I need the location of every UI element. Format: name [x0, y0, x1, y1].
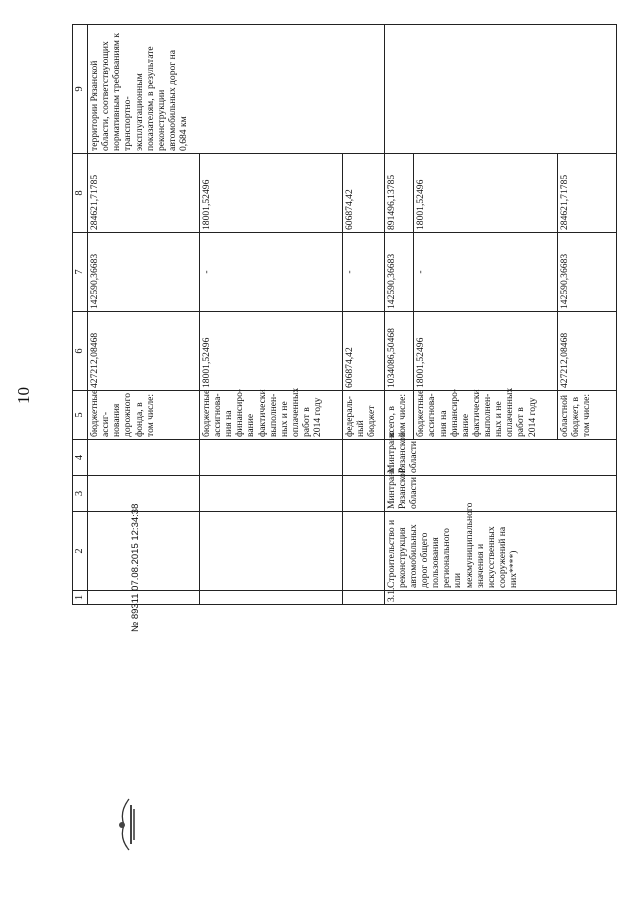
- table-cell: [384, 25, 616, 154]
- item-name: Строительство и реконструкция автомобильных дорог общего пользования регионального или межмуниципального значения и искусственных сооружений на них****): [384, 512, 616, 591]
- amount-2015: 142590,36683: [384, 233, 414, 312]
- amount-total: 18001,52496: [414, 312, 557, 391]
- header-cell: 5: [73, 391, 88, 440]
- table-cell: [88, 476, 200, 512]
- responsible-executor: Минтранс Рязанской области: [384, 476, 616, 512]
- amount-2016: 891496,13785: [384, 154, 414, 233]
- amount-total: 427212,08468: [557, 312, 616, 391]
- amount-2016: 18001,52496: [199, 154, 342, 233]
- page-number: 10: [14, 387, 33, 404]
- table-cell: [199, 512, 342, 591]
- table-cell: [199, 591, 342, 605]
- funding-manager: Минтранс Рязанской области: [384, 440, 616, 476]
- header-row: [73, 25, 88, 605]
- header-cell: 9: [73, 25, 88, 154]
- table-cell: [343, 591, 385, 605]
- header-cell: 7: [73, 233, 88, 312]
- table-cell: [88, 440, 200, 476]
- amount-2016: 284621,71785: [88, 154, 200, 233]
- table-cell: [88, 591, 200, 605]
- amount-total: 606874,42: [343, 312, 385, 391]
- item-number: 3.1.: [384, 591, 616, 605]
- funding-label: федераль- ный бюджет: [343, 391, 385, 440]
- amount-2015: 142590,36683: [557, 233, 616, 312]
- amount-2016: 606874,42: [343, 154, 385, 233]
- table-cell: [343, 476, 385, 512]
- table-cell: [88, 512, 200, 591]
- amount-2016: 284621,71785: [557, 154, 616, 233]
- funding-label: бюджетные ассиг- нования дорожного фонда, в том числе:: [88, 391, 200, 440]
- program-table: [72, 24, 617, 605]
- amount-total: 427212,08468: [88, 312, 200, 391]
- funding-label: всего, в том числе:: [384, 391, 414, 440]
- amount-total: 1034086,50468: [384, 312, 414, 391]
- header-cell: 8: [73, 154, 88, 233]
- emblem-icon: [115, 797, 137, 852]
- amount-2016: 18001,52496: [414, 154, 557, 233]
- amount-2015: 142590,36683: [88, 233, 200, 312]
- amount-total: 18001,52496: [199, 312, 342, 391]
- header-cell: 1: [73, 591, 88, 605]
- table-cell: [199, 440, 342, 476]
- header-cell: 2: [73, 512, 88, 591]
- funding-label: бюджетные ассигнова- ния на финансиро- вание фактически выполнен- ных и не оплаченных работ в 2014 году: [199, 391, 342, 440]
- header-cell: 4: [73, 440, 88, 476]
- table-row: [384, 25, 414, 605]
- table-cell: [343, 440, 385, 476]
- rotated-table-wrapper: [72, 25, 617, 605]
- table-cell: [343, 512, 385, 591]
- table-row: [88, 25, 200, 605]
- table-cell: [199, 476, 342, 512]
- expected-result: территории Рязанской области, соответствующих нормативным требованиям к транспортно- эксплуатационным показателям, в результате реконструкции автомобильных дорог на 0,684 км: [88, 25, 385, 154]
- amount-2015: -: [343, 233, 385, 312]
- funding-label: бюджетные ассигнова- ния на финансиро- вание фактически выполнен- ных и не оплаченных работ в 2014 году: [414, 391, 557, 440]
- amount-2015: -: [199, 233, 342, 312]
- funding-label: областной бюджет, в том числе:: [557, 391, 616, 440]
- registration-stamp: № 89311 07.08.2015 12:34:38: [130, 503, 141, 632]
- amount-2015: -: [414, 233, 557, 312]
- registration-logo: [115, 797, 142, 852]
- header-cell: 3: [73, 476, 88, 512]
- header-cell: 6: [73, 312, 88, 391]
